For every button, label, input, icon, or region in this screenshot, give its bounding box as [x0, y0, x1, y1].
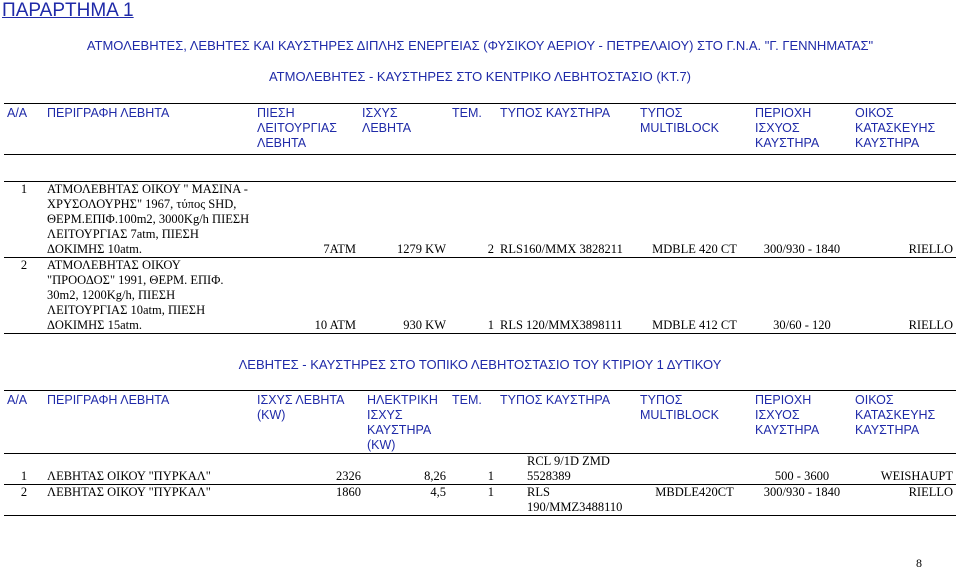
row-index: 2: [4, 485, 44, 516]
row-manufacturer: RIELLO: [852, 485, 956, 516]
row-multiblock: [637, 454, 752, 485]
header-cell: ΤΥΠΟΣ ΚΑΥΣΤΗΡΑ: [500, 393, 611, 407]
table-header-row: [4, 391, 956, 454]
header-cell: Α/Α: [7, 106, 28, 120]
table-row: [4, 485, 956, 516]
row-burner-type: RLS 120/MMX3898111: [497, 258, 637, 334]
row-power-range: 300/930 - 1840: [752, 182, 852, 258]
header-cell: ΟΙΚΟΣ ΚΑΤΑΣΚΕΥΗΣ ΚΑΥΣΤΗΡΑ: [855, 393, 936, 437]
row-count: 1: [449, 485, 497, 516]
row-power-range: 300/930 - 1840: [752, 485, 852, 516]
row-power-range: 500 - 3600: [752, 454, 852, 485]
header-cell: ΙΣΧΥΣ ΛΕΒΗΤΑ (KW): [257, 393, 344, 422]
section-heading-central: ΑΤΜΟΛΕΒΗΤΕΣ - ΚΑΥΣΤΗΡΕΣ ΣΤΟ ΚΕΝΤΡΙΚΟ ΛΕΒΗΤΟΣΤΑΣΙΟ (ΚΤ.7): [268, 69, 692, 84]
central-boiler-table: [4, 103, 956, 334]
table-row: [4, 454, 956, 485]
row-manufacturer: WEISHAUPT: [852, 454, 956, 485]
header-cell: ΠΕΡΙΓΡΑΦΗ ΛΕΒΗΤΑ: [47, 106, 170, 120]
header-cell: ΤΥΠΟΣ MULTIBLOCK: [640, 106, 719, 135]
local-boiler-table: [4, 390, 956, 516]
row-burner-type: RCL 9/1D ZMD 5528389: [497, 454, 637, 485]
section-heading-local: ΛΕΒΗΤΕΣ - ΚΑΥΣΤΗΡΕΣ ΣΤΟ ΤΟΠΙΚΟ ΛΕΒΗΤΟΣΤΑΣΙΟ ΤΟΥ ΚΤΙΡΙΟΥ 1 ΔΥΤΙΚΟΥ: [238, 357, 722, 372]
row-index: 1: [4, 182, 44, 258]
row-description: ΛΕΒΗΤΑΣ ΟΙΚΟΥ "ΠΥΡΚΑΛ": [44, 485, 254, 516]
table-row: [4, 258, 956, 334]
row-index: 2: [4, 258, 44, 334]
row-manufacturer: RIELLO: [852, 258, 956, 334]
row-count: 2: [449, 182, 497, 258]
row-index: 1: [4, 454, 44, 485]
row-multiblock: MBDLE420CT: [637, 485, 752, 516]
header-cell: ΤΕΜ.: [452, 106, 482, 120]
header-cell: ΠΙΕΣΗ ΛΕΙΤΟΥΡΓΙΑΣ ΛΕΒΗΤΑ: [257, 106, 337, 150]
row-power-range: 30/60 - 120: [752, 258, 852, 334]
row-description: ΑΤΜΟΛΕΒΗΤΑΣ ΟΙΚΟΥ "ΠΡΟΟΔΟΣ" 1991, ΘΕΡΜ. ΕΠΙΦ. 30m2, 1200Kg/h, ΠΙΕΣΗ ΛΕΙΤΟΥΡΓΙΑΣ 10atm, ΠΙΕΣΗ ΔΟΚΙΜΗΣ 15atm.: [44, 258, 254, 334]
table-row: [4, 182, 956, 258]
row-burner-type: RLS160/MMX 3828211: [497, 182, 637, 258]
header-cell: ΙΣΧΥΣ ΛΕΒΗΤΑ: [362, 106, 412, 135]
header-cell: ΤΥΠΟΣ MULTIBLOCK: [640, 393, 719, 422]
row-description: ΑΤΜΟΛΕΒΗΤΑΣ ΟΙΚΟΥ " ΜΑΣΙΝΑ - ΧΡΥΣΟΛΟΥΡΗΣ" 1967, τύπος SHD, ΘΕΡΜ.ΕΠΙΦ.100m2, 3000Kg/h ΠΙΕΣΗ ΛΕΙΤΟΥΡΓΙΑΣ 7atm, ΠΙΕΣΗ ΔΟΚΙΜΗΣ 10atm.: [44, 182, 254, 258]
row-power: 1860: [254, 485, 364, 516]
row-pressure: 10 ATM: [254, 258, 359, 334]
row-electric-power: 8,26: [364, 454, 449, 485]
header-cell: ΠΕΡΙΟΧΗ ΙΣΧΥΟΣ ΚΑΥΣΤΗΡΑ: [755, 393, 820, 437]
row-burner-type: RLS 190/MMZ3488110: [497, 485, 637, 516]
row-manufacturer: RIELLO: [852, 182, 956, 258]
row-electric-power: 4,5: [364, 485, 449, 516]
row-count: 1: [449, 258, 497, 334]
row-power: 2326: [254, 454, 364, 485]
header-cell: ΤΥΠΟΣ ΚΑΥΣΤΗΡΑ: [500, 106, 611, 120]
header-cell: ΗΛΕΚΤΡΙΚΗ ΙΣΧΥΣ ΚΑΥΣΤΗΡΑ (KW): [367, 393, 438, 452]
row-pressure: 7ATM: [254, 182, 359, 258]
page-title: ΠΑΡΑΡΤΗΜΑ 1: [2, 0, 134, 21]
table-header-row: [4, 104, 956, 155]
document-heading: ΑΤΜΟΛΕΒΗΤΕΣ, ΛΕΒΗΤΕΣ ΚΑΙ ΚΑΥΣΤΗΡΕΣ ΔΙΠΛΗΣ ΕΝΕΡΓΕΙΑΣ (ΦΥΣΙΚΟΥ ΑΕΡΙΟΥ - ΠΕΤΡΕΛΑΙΟΥ) ΣΤΟ Γ.Ν.Α. "Γ. ΓΕΝΝΗΜΑΤΑΣ": [86, 38, 874, 53]
page-number: 8: [916, 556, 922, 570]
row-description: ΛΕΒΗΤΑΣ ΟΙΚΟΥ "ΠΥΡΚΑΛ": [44, 454, 254, 485]
header-cell: Α/Α: [7, 393, 28, 407]
row-count: 1: [449, 454, 497, 485]
header-cell: ΤΕΜ.: [452, 393, 482, 407]
row-multiblock: MDBLE 420 CT: [637, 182, 752, 258]
header-cell: ΠΕΡΙΟΧΗ ΙΣΧΥΟΣ ΚΑΥΣΤΗΡΑ: [755, 106, 820, 150]
row-multiblock: MDBLE 412 CT: [637, 258, 752, 334]
header-cell: ΟΙΚΟΣ ΚΑΤΑΣΚΕΥΗΣ ΚΑΥΣΤΗΡΑ: [855, 106, 936, 150]
row-power: 930 KW: [359, 258, 449, 334]
header-cell: ΠΕΡΙΓΡΑΦΗ ΛΕΒΗΤΑ: [47, 393, 170, 407]
row-power: 1279 KW: [359, 182, 449, 258]
